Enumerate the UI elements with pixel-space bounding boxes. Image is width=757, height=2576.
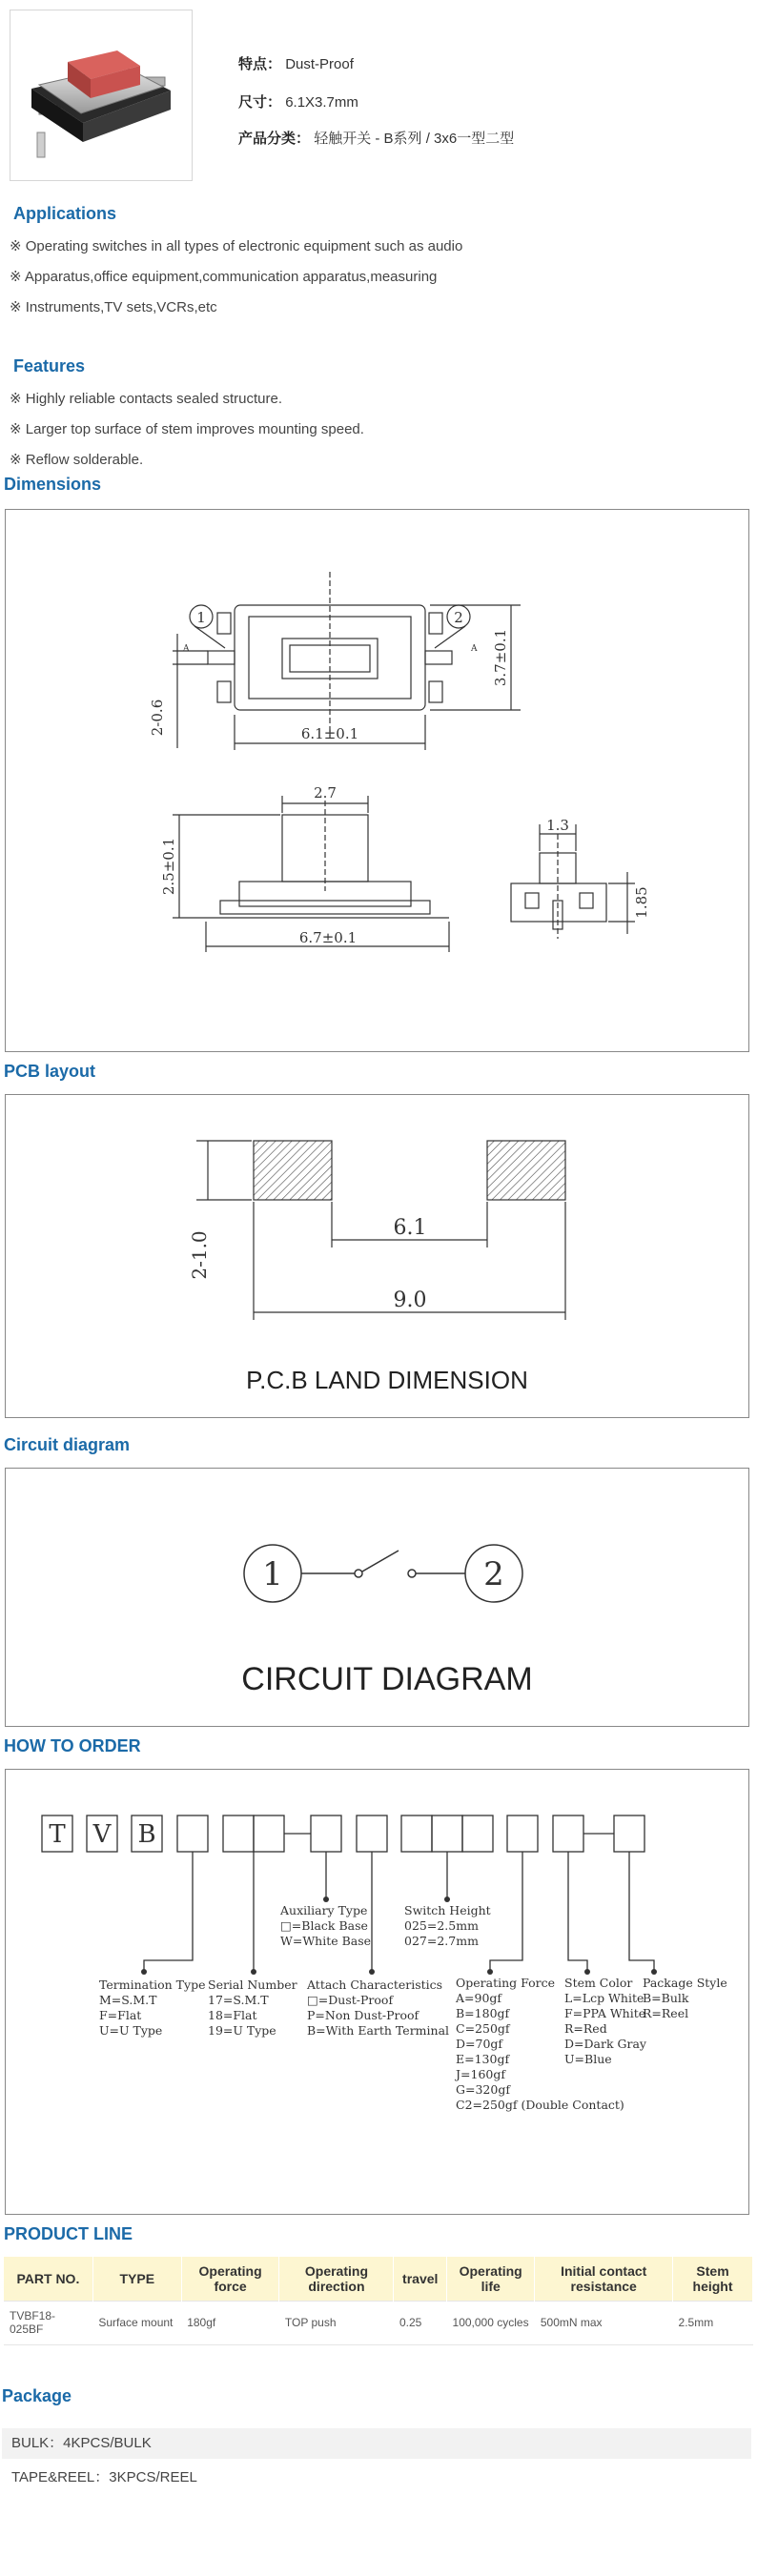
- table-row: [4, 2301, 753, 2344]
- spec-category: [238, 128, 514, 148]
- dim-base: 6.7±0.1: [298, 929, 358, 946]
- order-force-title: Operating Force: [456, 1976, 556, 1990]
- order-term-opt: F=Flat: [99, 2008, 142, 2022]
- applications-item: ※ Instruments,TV sets,VCRs,etc: [10, 299, 217, 315]
- dim-side-height: 1.85: [633, 886, 650, 919]
- table-header: Operating direction: [279, 2257, 394, 2301]
- spec-size-label: 尺寸：: [238, 94, 282, 111]
- table-cell: 500mN max: [535, 2301, 673, 2344]
- table-header: PART NO.: [4, 2257, 92, 2301]
- features-title: Features: [13, 356, 86, 375]
- order-stem-opt: R=Red: [564, 2021, 607, 2036]
- table-header: travel: [394, 2257, 447, 2301]
- order-stem-title: Stem Color: [564, 1976, 633, 1990]
- package-item: BULK：4KPCS/BULK: [2, 2428, 751, 2459]
- spec-category-label: 产品分类：: [238, 131, 311, 147]
- dim-width: 6.1±0.1: [300, 725, 359, 742]
- order-letter-v: V: [92, 1820, 112, 1849]
- order-pkg-opt: R=Reel: [643, 2006, 689, 2020]
- order-force-opt: G=320gf: [456, 2082, 510, 2097]
- pcb-caption: P.C.B LAND DIMENSION: [246, 1366, 528, 1394]
- order-force-opt: A=90gf: [456, 1991, 502, 2005]
- dim-callout-2: 2: [454, 609, 463, 626]
- spec-feature: [238, 53, 354, 73]
- order-pkg-opt: B=Bulk: [643, 1991, 689, 2005]
- spec-feature-value: Dust-Proof: [285, 56, 354, 72]
- features-item: ※ Larger top surface of stem improves mounting speed.: [10, 421, 364, 437]
- spec-category-link[interactable]: 轻触开关 - B系列 / 3x6一型二型: [314, 131, 515, 147]
- order-force-opt: E=130gf: [456, 2052, 510, 2066]
- table-cell: 180gf: [181, 2301, 279, 2344]
- dim-a-right: A: [471, 644, 478, 654]
- table-cell: 0.25: [394, 2301, 447, 2344]
- spec-size-value: 6.1X3.7mm: [285, 94, 358, 111]
- order-stem-opt: U=Blue: [564, 2052, 612, 2066]
- order-title: HOW TO ORDER: [4, 1736, 141, 1755]
- dim-height: 3.7±0.1: [492, 628, 509, 687]
- order-serial-title: Serial Number: [208, 1978, 297, 1992]
- dim-callout-1: 1: [196, 609, 206, 626]
- table-cell: TVBF18-025BF: [4, 2301, 92, 2344]
- applications-title: Applications: [13, 204, 117, 223]
- pcb-title: PCB layout: [4, 1062, 96, 1081]
- tact-switch-photo: [10, 10, 192, 180]
- order-aux-title: Auxiliary Type: [280, 1903, 368, 1917]
- order-letter-t: T: [49, 1820, 66, 1849]
- circuit-node-1: 1: [262, 1555, 283, 1593]
- pcb-drawing: [5, 1094, 749, 1418]
- order-aux-opt: □=Black Base: [280, 1918, 368, 1933]
- circuit-title: Circuit diagram: [4, 1435, 131, 1454]
- order-serial-opt: 18=Flat: [208, 2008, 257, 2022]
- order-force-opt: C=250gf: [456, 2021, 510, 2036]
- order-serial-opt: 19=U Type: [208, 2023, 276, 2038]
- spec-size: [238, 91, 358, 112]
- order-height-title: Switch Height: [404, 1903, 491, 1917]
- circuit-caption: CIRCUIT DIAGRAM: [241, 1661, 533, 1697]
- order-attach-opt: P=Non Dust-Proof: [307, 2008, 419, 2022]
- order-stem-opt: F=PPA White: [564, 2006, 646, 2020]
- order-force-opt: C2=250gf (Double Contact): [456, 2098, 624, 2112]
- dimensions-title: Dimensions: [4, 475, 102, 494]
- table-header: Initial contact resistance: [535, 2257, 673, 2301]
- pcb-dim-inner: 6.1: [393, 1216, 427, 1240]
- pcb-dim-pad: 2-1.0: [188, 1230, 211, 1280]
- order-pkg-title: Package Style: [643, 1976, 727, 1990]
- spec-feature-label: 特点：: [238, 56, 282, 72]
- product-line-table-wrap: [4, 2257, 753, 2345]
- order-stem-opt: D=Dark Gray: [564, 2037, 646, 2051]
- product-line-title: PRODUCT LINE: [4, 2224, 133, 2243]
- applications-item: ※ Operating switches in all types of electronic equipment such as audio: [10, 238, 463, 254]
- order-drawing: [5, 1769, 749, 2215]
- package-item: TAPE&REEL：3KPCS/REEL: [2, 2463, 751, 2493]
- dim-leg: 2-0.6: [149, 699, 166, 737]
- table-header: Stem height: [673, 2257, 753, 2301]
- table-cell: Surface mount: [92, 2301, 181, 2344]
- product-line-table: [4, 2257, 753, 2345]
- dim-side-width: 1.3: [546, 817, 569, 834]
- applications-item: ※ Apparatus,office equipment,communication apparatus,measuring: [10, 269, 438, 285]
- order-force-opt: B=180gf: [456, 2006, 510, 2020]
- circuit-node-2: 2: [483, 1555, 504, 1593]
- order-stem-opt: L=Lcp White: [564, 1991, 644, 2005]
- order-letter-b: B: [137, 1820, 156, 1849]
- package-title: Package: [2, 2386, 72, 2405]
- order-term-opt: U=U Type: [99, 2023, 163, 2038]
- dimensions-drawing: [5, 509, 749, 1052]
- order-aux-opt: W=White Base: [280, 1934, 372, 1948]
- dim-stem: 2.7: [314, 784, 337, 801]
- table-header-row: [4, 2257, 753, 2301]
- table-cell: 100,000 cycles: [447, 2301, 535, 2344]
- features-item: ※ Highly reliable contacts sealed structure.: [10, 391, 283, 407]
- order-attach-title: Attach Characteristics: [307, 1978, 443, 1992]
- order-term-title: Termination Type: [99, 1978, 206, 1992]
- product-image: [10, 10, 193, 181]
- table-header: Operating life: [447, 2257, 535, 2301]
- order-term-opt: M=S.M.T: [99, 1993, 157, 2007]
- order-force-opt: D=70gf: [456, 2037, 503, 2051]
- order-serial-opt: 17=S.M.T: [208, 1993, 269, 2007]
- order-height-opt: 027=2.7mm: [404, 1934, 479, 1948]
- table-header: TYPE: [92, 2257, 181, 2301]
- table-header: Operating force: [181, 2257, 279, 2301]
- features-item: ※ Reflow solderable.: [10, 452, 144, 468]
- order-height-opt: 025=2.5mm: [404, 1918, 479, 1933]
- dim-a-left: A: [183, 644, 190, 654]
- order-attach-opt: B=With Earth Terminal: [307, 2023, 450, 2038]
- order-attach-opt: □=Dust-Proof: [307, 1993, 394, 2007]
- dim-total-height: 2.5±0.1: [160, 837, 177, 896]
- table-cell: TOP push: [279, 2301, 394, 2344]
- circuit-drawing: [5, 1468, 749, 1727]
- order-force-opt: J=160gf: [456, 2067, 505, 2081]
- table-cell: 2.5mm: [673, 2301, 753, 2344]
- pcb-dim-outer: 9.0: [393, 1288, 427, 1312]
